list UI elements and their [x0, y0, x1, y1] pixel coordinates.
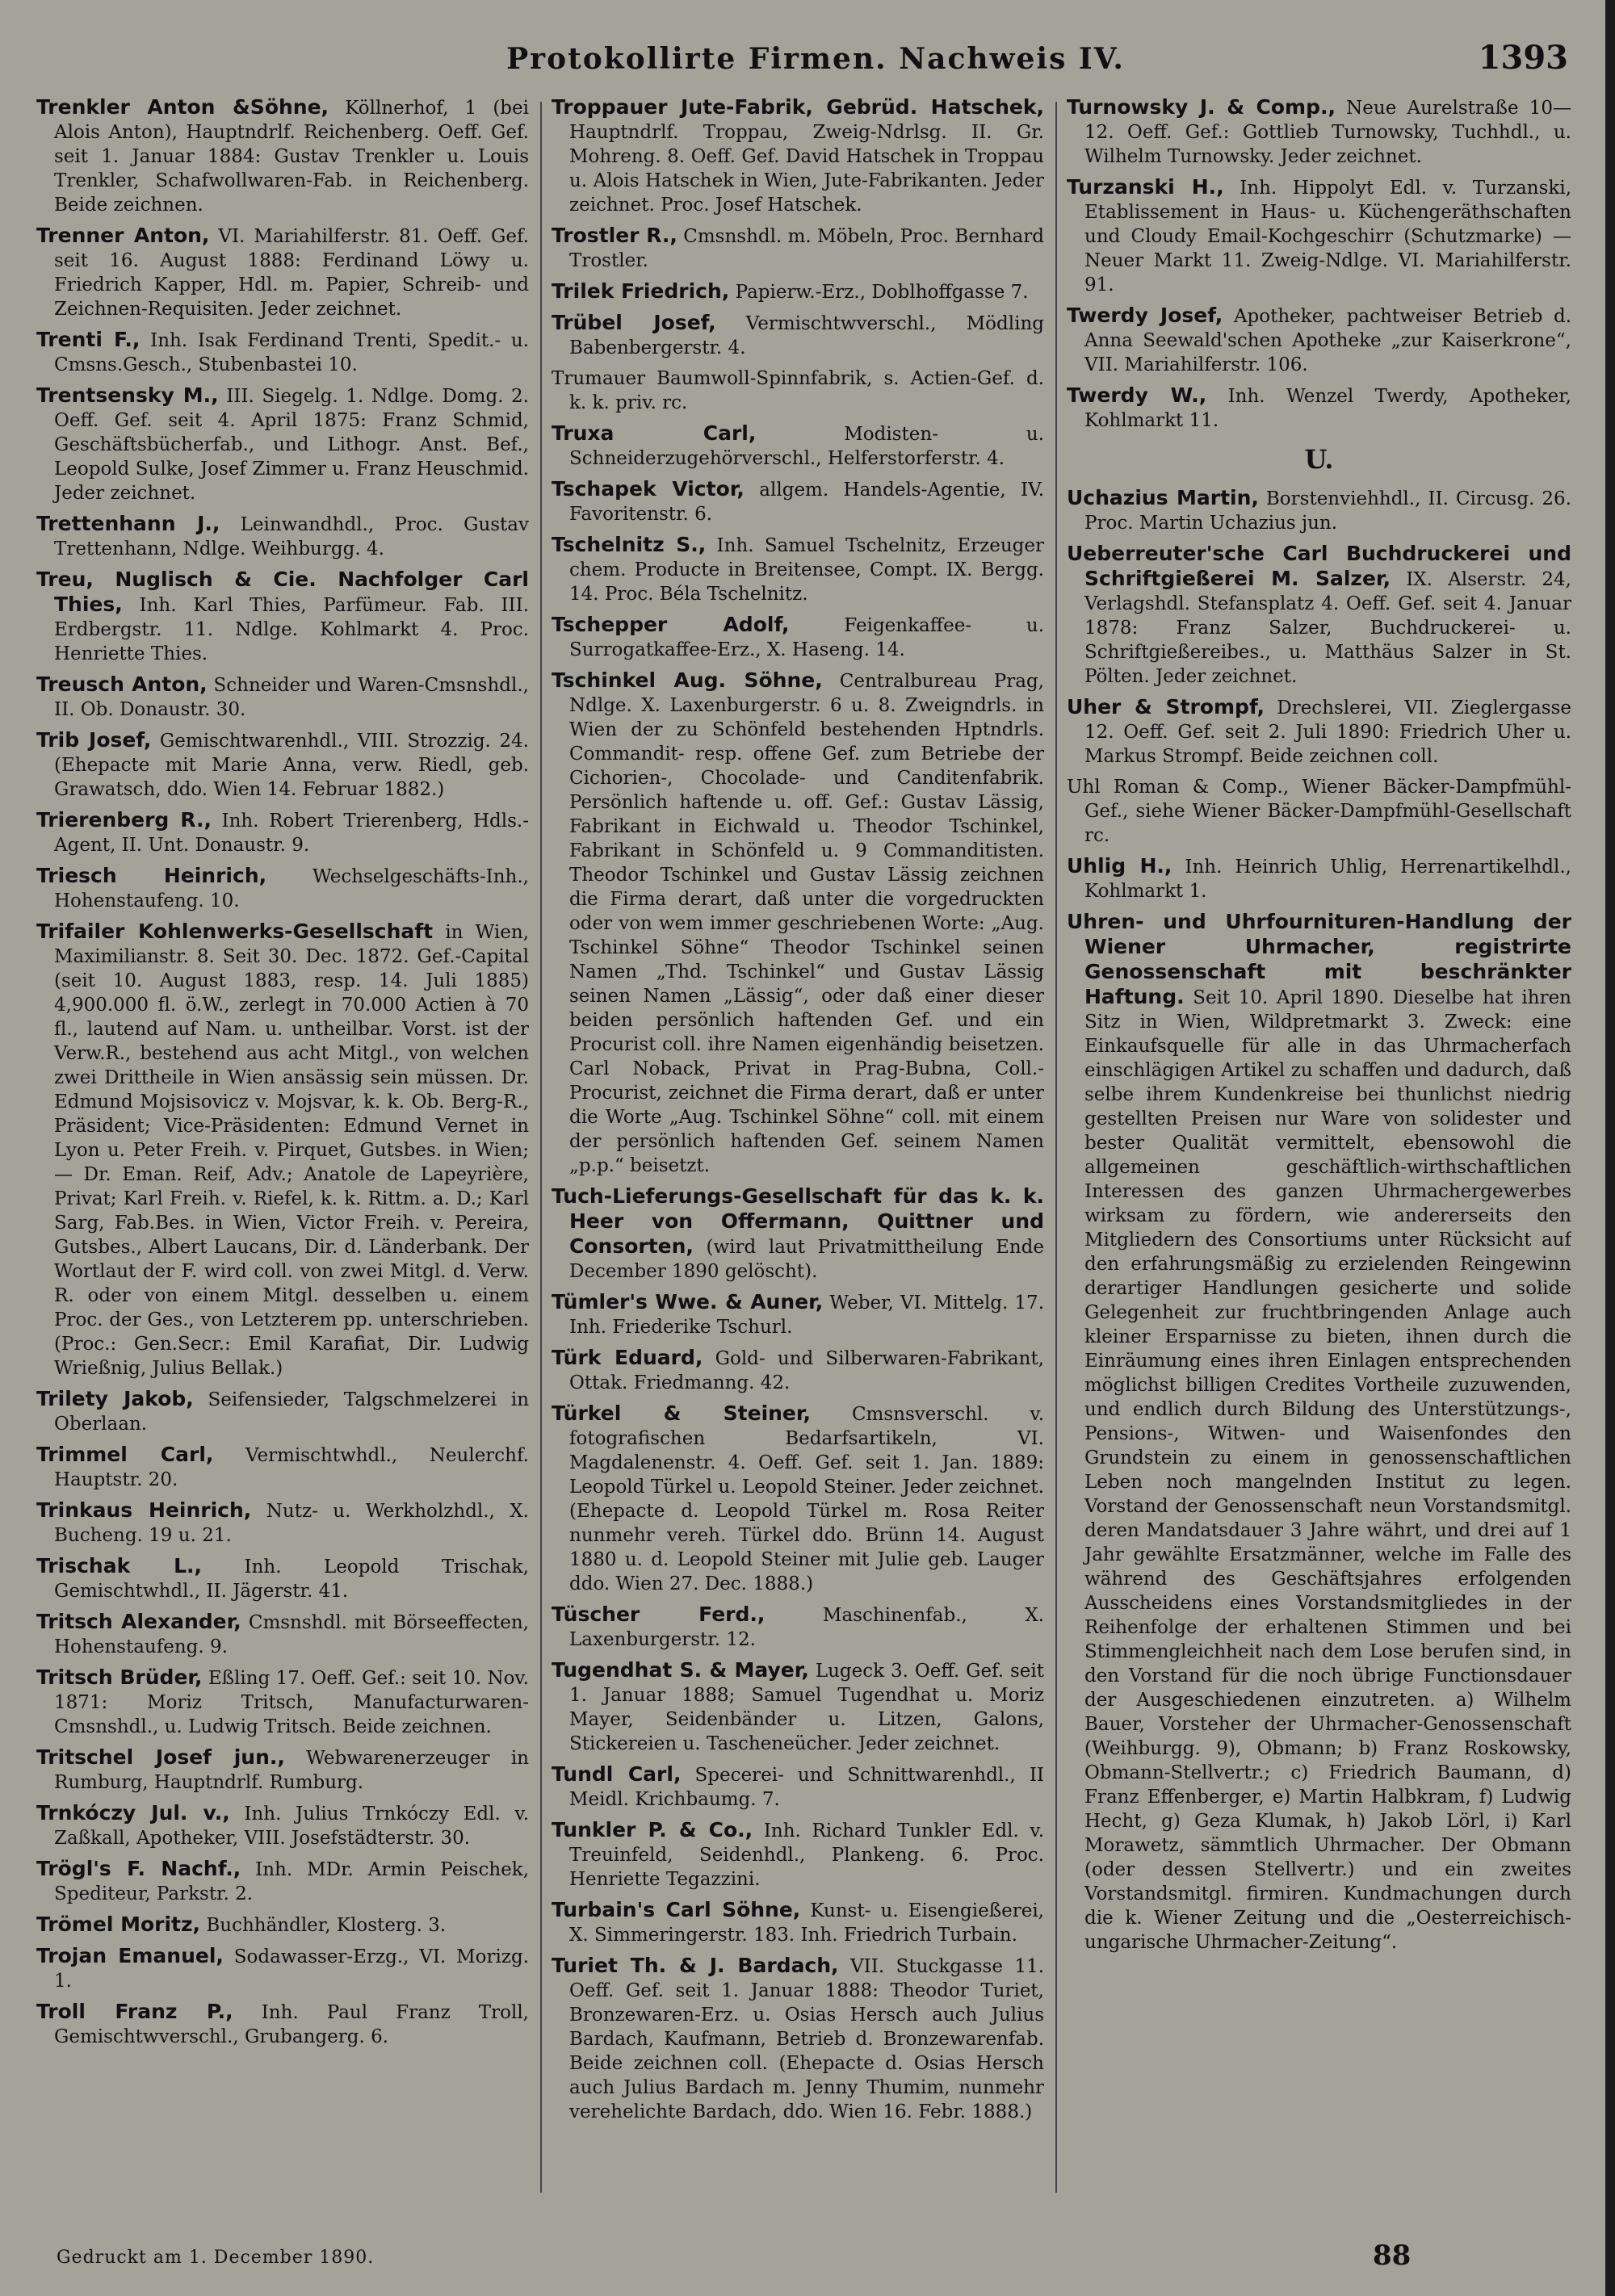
firm-entry — [36, 1944, 529, 1993]
firm-entry — [36, 808, 529, 857]
firm-name: Tunkler P. & Co., — [552, 1818, 753, 1841]
firm-details: Cmsnshdl. m. Möbeln, Proc. Bernhard Trostler. — [569, 226, 1044, 271]
firm-details: Inh. Leopold Trischak, Gemischtwhdl., II. Jägerstr. 41. — [54, 1557, 529, 1602]
firm-details: Centralbureau Prag, Ndlge. X. Laxenburgerstr. 6 u. 8. Zweigndrls. in Wien der zu Schönfeld bestehenden Hptndrls. Commandit- resp. offene Gef. zum Betriebe der Cichorien-, Chocolade- und Canditenfabrik. Persönlich haftende u. off. Gef.: Gustav Lässig, Fabrikant in Eichwald u. Theodor Tschinkel, Fabrikant in Schönfeld u. 9 Commanditisten. Theodor Tschinkel und Gustav Lässig zeichnen die Firma derart, daß unter die vorgedruckten oder von wem immer geschriebenen Worte: „Aug. Tschinkel Söhne“ Theodor Tschinkel seinen Namen „Thd. Tschinkel“ und Gustav Lässig seinen Namen „Lässig“, oder daß einer dieser beiden persönlich haftenden Gef. und ein Procurist coll. ihre Namen eigenhändig beisetzen. Carl Noback, Privat in Prag-Bubna, Coll.-Procurist, zeichnet die Firma derart, daß er unter die Worte „Aug. Tschinkel Söhne“ coll. mit einem der persönlich haftenden Gef. seinem Namen „p.p.“ beisetzt. — [569, 671, 1044, 1176]
firm-entry — [1067, 175, 1571, 297]
firm-entry — [36, 1665, 529, 1739]
firm-name: Trömel Moritz, — [36, 1913, 201, 1936]
firm-name: Triesch Heinrich, — [36, 864, 267, 887]
firm-entry — [1067, 304, 1571, 377]
firm-entry — [36, 383, 529, 505]
firm-details: Lugeck 3. Oeff. Gef. seit 1. Januar 1888; Samuel Tugendhat u. Moriz Mayer, Seidenbänder u. Litzen, Galons, Stickereien u. Tascheneücher. Jeder zeichnet. — [569, 1661, 1044, 1754]
firm-name: Turzanski H., — [1067, 175, 1224, 199]
firm-entry — [36, 1387, 529, 1436]
firm-name: Turnowsky J. & Comp., — [1067, 95, 1336, 119]
firm-name: Turiet Th. & J. Bardach, — [552, 1954, 839, 1977]
firm-entry — [36, 2000, 529, 2049]
firm-name: Trentsensky M., — [36, 383, 219, 407]
firm-details: VI. Mariahilferstr. 81. Oeff. Gef. seit 16. August 1888: Ferdinand Löwy u. Friedrich Kapper, Hdl. m. Papier, Schreib- und Zeichnen-Requisiten. Jeder zeichnet. — [54, 226, 529, 320]
firm-name: Trenner Anton, — [36, 224, 210, 247]
firm-entry — [1067, 383, 1571, 433]
firm-name: Tschapek Victor, — [552, 477, 745, 501]
firm-details: Maschinenfab., X. Laxenburgerstr. 12. — [569, 1605, 1044, 1650]
firm-details: Inh. Samuel Tschelnitz, Erzeuger chem. Producte in Breitensee, Compt. IX. Bergg. 14. Proc. Béla Tschelnitz. — [569, 535, 1044, 605]
firm-entry — [36, 512, 529, 561]
firm-name: Tümler's Wwe. & Auner, — [552, 1290, 824, 1313]
firm-name: Tuch-Lieferungs-Gesellschaft für das k. k. Heer von Offermann, Quittner und Consorten, — [552, 1184, 1044, 1258]
section-letter: U. — [1304, 444, 1334, 475]
firm-entry — [552, 1762, 1044, 1812]
firm-details: Inh. Paul Franz Troll, Gemischtwverschl., Grubangerg. 6. — [54, 2002, 529, 2047]
firm-name: Trostler R., — [552, 224, 677, 247]
column-rule — [1055, 102, 1057, 2193]
firm-details: Vermischtwhdl., Neulerchf. Hauptstr. 20. — [54, 1445, 529, 1490]
firm-name: Tundl Carl, — [552, 1762, 682, 1786]
firm-entry — [36, 1443, 529, 1492]
firm-details: Trumauer Baumwoll-Spinnfabrik, s. Actien-Gef. d. k. k. priv. rc. — [552, 368, 1044, 413]
page-header — [48, 24, 1583, 89]
firm-name: Tritsch Alexander, — [36, 1610, 241, 1633]
firm-entry — [552, 1818, 1044, 1892]
firm-details: Buchhändler, Klosterg. 3. — [206, 1915, 447, 1936]
firm-details: Borstenviehhdl., II. Circusg. 26. Proc. Martin Uchazius jun. — [1084, 488, 1571, 534]
firm-name: Tschepper Adolf, — [552, 613, 790, 636]
firm-entry — [1067, 910, 1571, 1955]
firm-entry — [552, 95, 1044, 217]
firm-details: Neue Aurelstraße 10—12. Oeff. Gef.: Gottlieb Turnowsky, Tuchhdl., u. Wilhelm Turnowsky. Jeder zeichnet. — [1084, 98, 1571, 167]
firm-details: Feigenkaffee- u. Surrogatkaffee-Erz., X. Haseng. 14. — [569, 615, 1044, 660]
firm-name: Tugendhat S. & Mayer, — [552, 1658, 809, 1682]
firm-details: Schneider und Waren-Cmsnshdl., II. Ob. Donaustr. 30. — [54, 675, 529, 720]
firm-entry — [552, 1401, 1044, 1596]
firm-name: Trierenberg R., — [36, 808, 212, 832]
firm-details: in Wien, Maximilianstr. 8. Seit 30. Dec. 1872. Gef.-Capital (seit 10. August 1883, resp. 14. Juli 1885) 4,900.000 fl. ö.W., zerlegt in 70.000 Actien à 70 fl., lautend auf Nam. u. untheilbar. Vorst. ist der Verw.R., bestehend aus acht Mitgl., von welchen zwei Drittheile in Wien ansässig sein müssen. Dr. Edmund Mojsisovicz v. Mojsvar, k. k. Ob. Berg-R., Präsident; Vice-Präsidenten: Edmund Vernet in Lyon u. Peter Freih. v. Pirquet, Gutsbes. in Wien; — Dr. Eman. Reif, Adv.; Anatole de Lapeyrière, Privat; Karl Freih. v. Riefel, k. k. Rittm. a. D.; Karl Sarg, Fab.Bes. in Wien, Victor Freih. v. Pereira, Gutsbes., Albert Laucans, Dir. d. Länderbank. Der Wortlaut der F. wird coll. von zwei Mitgl. d. Verw. R. oder von einem Mitgl. desselben u. einem Proc. der Ges., von Letzterem pp. unterschrieben. (Proc.: Gen.Secr.: Emil Karafiat, Dir. Ludwig Wrießnig, Julius Bellak.) — [54, 922, 529, 1379]
firm-name: Tritschel Josef jun., — [36, 1745, 285, 1769]
running-title: Protokollirte Firmen. Nachweis IV. — [506, 42, 1125, 76]
firm-entry — [552, 1184, 1044, 1284]
firm-details: Inh. Heinrich Uhlig, Herrenartikelhdl., Kohlmarkt 1. — [1084, 857, 1571, 902]
firm-entry — [552, 477, 1044, 526]
firm-name: Treusch Anton, — [36, 672, 208, 696]
firm-name: Trilety Jakob, — [36, 1387, 194, 1410]
firm-details: Wechselgeschäfts-Inh., Hohenstaufeng. 10. — [54, 866, 529, 911]
firm-details: Sodawasser-Erzg., VI. Morizg. 1. — [54, 1946, 529, 1992]
firm-name: Trögl's F. Nachf., — [36, 1857, 241, 1880]
firm-name: Twerdy W., — [1067, 383, 1207, 407]
firm-entry — [36, 328, 529, 377]
firm-details: Gemischtwarenhdl., VIII. Strozzig. 24. (Ehepacte mit Marie Anna, verw. Riedl, geb. Grawatsch, ddo. Wien 14. Februar 1882.) — [54, 731, 529, 800]
firm-name: Tschinkel Aug. Söhne, — [552, 668, 823, 692]
firm-entry — [36, 1913, 529, 1938]
firm-details: Inh. MDr. Armin Peischek, Spediteur, Parkstr. 2. — [54, 1859, 529, 1904]
firm-name: Truxa Carl, — [552, 421, 757, 445]
firm-details: Vermischtwverschl., Mödling Babenbergerstr. 4. — [569, 313, 1044, 358]
page-number: 1393 — [1478, 39, 1568, 77]
firm-entry — [36, 920, 529, 1381]
firm-entry — [36, 1610, 529, 1659]
firm-name: Ueberreuter'sche Carl Buchdruckerei und Schriftgießerei M. Salzer, — [1067, 542, 1571, 590]
firm-entry — [36, 1857, 529, 1906]
firm-name: Trifailer Kohlenwerks-Gesellschaft — [36, 920, 434, 943]
firm-name: Trenti F., — [36, 328, 141, 351]
firm-name: Trinkaus Heinrich, — [36, 1498, 252, 1522]
column-right — [1067, 95, 1571, 2202]
firm-details: Apotheker, pachtweiser Betrieb d. Anna Seewald'schen Apotheke „zur Kaiserkrone“, VII. Mariahilferstr. 106. — [1084, 306, 1571, 375]
firm-name: Türkel & Steiner, — [552, 1401, 812, 1425]
firm-details: Kunst- u. Eisengießerei, X. Simmeringerstr. 183. Inh. Friedrich Turbain. — [569, 1900, 1044, 1946]
firm-entry — [552, 1346, 1044, 1395]
firm-entry — [36, 1498, 529, 1548]
firm-name: Treu, Nuglisch & Cie. Nachfolger Carl Thies, — [36, 568, 529, 616]
firm-details: Cmsnshdl. mit Börseeffecten, Hohenstaufeng. 9. — [54, 1612, 529, 1657]
firm-entry — [36, 864, 529, 913]
firm-name: Trojan Emanuel, — [36, 1944, 224, 1967]
firm-details: IX. Alserstr. 24, Verlagshdl. Stefansplatz 4. Oeff. Gef. seit 4. Januar 1878: Franz Salzer, Buchdruckerei- u. Schriftgießereibes., u. Matthäus Salzer in St. Pölten. Jeder zeichnet. — [1084, 569, 1571, 687]
column-middle — [552, 95, 1044, 2202]
firm-name: Trimmel Carl, — [36, 1443, 214, 1466]
firm-details: allgem. Handels-Agentie, IV. Favoritenstr. 6. — [569, 480, 1044, 525]
firm-details: Papierw.-Erz., Doblhoffgasse 7. — [735, 282, 1029, 303]
firm-name: Trischak L., — [36, 1554, 202, 1577]
columns-area — [36, 95, 1575, 2202]
firm-name: Twerdy Josef, — [1067, 304, 1223, 327]
firm-entry — [552, 311, 1044, 360]
firm-entry — [1067, 95, 1571, 169]
firm-entry — [552, 1898, 1044, 1947]
firm-details: Inh. Robert Trierenberg, Hdls.-Agent, II. Unt. Donaustr. 9. — [54, 811, 529, 856]
firm-entry — [36, 568, 529, 666]
sheet-signature: 88 — [1373, 2239, 1412, 2272]
firm-name: Trilek Friedrich, — [552, 279, 730, 303]
firm-entry — [552, 1658, 1044, 1756]
firm-details: Nutz- u. Werkholzhdl., X. Bucheng. 19 u. 21. — [54, 1501, 529, 1546]
firm-entry — [552, 668, 1044, 1178]
firm-details: Webwarenerzeuger in Rumburg, Hauptndrlf. Rumburg. — [54, 1748, 529, 1793]
firm-entry — [1067, 695, 1571, 769]
firm-entry — [552, 533, 1044, 606]
firm-details: Drechslerei, VII. Zieglergasse 12. Oeff. Gef. seit 2. Juli 1890: Friedrich Uher u. Markus Strompf. Beide zeichnen coll. — [1084, 698, 1571, 767]
firm-name: Uher & Strompf, — [1067, 695, 1265, 719]
firm-name: Tschelnitz S., — [552, 533, 707, 556]
firm-name: Türk Eduard, — [552, 1346, 703, 1369]
firm-entry — [552, 613, 1044, 662]
firm-entry — [36, 728, 529, 802]
firm-name: Trib Josef, — [36, 728, 152, 752]
column-left — [36, 95, 529, 2202]
firm-entry — [36, 1554, 529, 1603]
firm-entry — [36, 672, 529, 722]
firm-name: Turbain's Carl Söhne, — [552, 1898, 801, 1921]
firm-entry — [36, 224, 529, 321]
firm-details: Seifensieder, Talgschmelzerei in Oberlaan. — [54, 1389, 529, 1435]
column-rule — [540, 102, 542, 2193]
firm-name: Troll Franz P., — [36, 2000, 233, 2023]
firm-details: Weber, VI. Mittelg. 17. Inh. Friederike Tschurl. — [569, 1293, 1044, 1338]
firm-entry — [1067, 775, 1571, 848]
firm-name: Tüscher Ferd., — [552, 1603, 766, 1626]
firm-entry — [36, 95, 529, 217]
firm-details: Inh. Julius Trnkóczy Edl. v. Zaßkall, Apotheker, VIII. Josefstädterstr. 30. — [54, 1804, 529, 1849]
firm-entry — [552, 1954, 1044, 2124]
firm-details: Hauptndrlf. Troppau, Zweig-Ndrlsg. II. Gr. Mohreng. 8. Oeff. Gef. David Hatschek in Troppau u. Alois Hatschek in Wien, Jute-Fabrikanten. Jeder zeichnet. Proc. Josef Hatschek. — [569, 122, 1044, 216]
firm-entry — [552, 367, 1044, 415]
firm-entry — [552, 279, 1044, 304]
firm-details: Specerei- und Schnittwarenhdl., II Meidl. Krichbaumg. 7. — [569, 1765, 1044, 1810]
firm-name: Tritsch Brüder, — [36, 1665, 203, 1689]
firm-entry — [1067, 486, 1571, 535]
firm-details: III. Siegelg. 1. Ndlge. Domg. 2. Oeff. Gef. seit 4. April 1875: Franz Schmid, Geschäftsbücherfab., und Lithogr. Anst. Bef., Leopold Sulke, Josef Zimmer u. Franz Heuschmid. Jeder zeichnet. — [54, 386, 529, 504]
firm-details: Inh. Hippolyt Edl. v. Turzanski, Etablissement in Haus- u. Küchengeräthschaften und Cloudy Email-Kochgeschirr (Schutzmarke) — Neuer Markt 11. Zweig-Ndlge. VI. Mariahilferstr. 91. — [1084, 178, 1571, 295]
firm-name: Trübel Josef, — [552, 311, 716, 334]
firm-entry — [552, 421, 1044, 471]
firm-details: VII. Stuckgasse 11. Oeff. Gef. seit 1. Januar 1888: Theodor Turiet, Bronzewaren-Erz. u. Osias Hersch auch Julius Bardach, Kaufmann, Betrieb d. Bronzewarenfab. Beide zeichnen coll. (Ehepacte d. Osias Hersch auch Julius Bardach m. Jenny Thumim, nunmehr verehelichte Bardach, ddo. Wien 16. Febr. 1888.) — [569, 1956, 1044, 2122]
print-date: Gedruckt am 1. December 1890. — [57, 2248, 375, 2268]
firm-entry — [552, 1603, 1044, 1652]
firm-name: Uhlig H., — [1067, 854, 1172, 878]
firm-entry — [552, 1290, 1044, 1339]
firm-details: (wird laut Privatmittheilung Ende December 1890 gelöscht). — [569, 1237, 1044, 1282]
firm-details: Seit 10. April 1890. Dieselbe hat ihren Sitz in Wien, Wildpretmarkt 3. Zweck: eine Einkaufsquelle für alle in das Uhrmacherfach einschlägigen Artikel zu schaffen und dadurch, daß selbe ihrem Kundenkreise bei thunlichst niedrig gestellten Preisen nur Ware von solidester und bester Qualität vermittelt, ebensowohl die allgemeinen geschäftlich-wirthschaftlichen Interessen des ganzen Uhrmachergewerbes wirksam zu fördern, wie andererseits den Mitgliedern des Consortiums unter Rücksicht auf den erfahrungsmäßig zu erzielenden Reingewinn derartiger Handlungen gesicherte und solide Gelegenheit zur fruchtbringenden Anlage auch kleiner Ersparnisse zu bieten, ihnen durch die Einräumung eines ihren Einlagen entsprechenden möglichst billigen Credites Vortheile zuzuwenden, und endlich durch Bildung des Unterstützungs-, Pensions-, Witwen- und Waisenfondes den Grundstein zu einem in genossenschaftlichen Leben noch mangelnden Institut zu legen. Vorstand der Genossenschaft neun Vorstandsmitgl. deren Mandatsdauer 3 Jahre währt, und drei auf 1 Jahr gewählte Ersatzmänner, welche im Falle des während des Geschäftsjahres erfolgenden Ausscheidens eines Vorstandsmitgliedes in der Reihenfolge der erhaltenen Stimmen und bei Stimmengleichheit nach dem Lose berufen sind, in den Vorstand für die noch übrige Functionsdauer der Ausgeschiedenen einzutreten. a) Wilhelm Bauer, Vorsteher der Uhrmacher-Genossenschaft (Weihburgg. 9), Obmann; b) Franz Roskowsky, Obmann-Stellvertr.; c) Friedrich Baumann, d) Franz Effenberger, e) Martin Halbkram, f) Ludwig Hecht, g) Geza Klumak, h) Jakob Lörl, i) Karl Morawetz, sämmtlich Uhrmacher. Der Obmann (oder dessen Stellvertr.) und ein zweites Vorstandsmitgl. firmiren. Kundmachungen durch die k. Wiener Zeitung und die „Oesterreichisch-ungarische Uhrmacher-Zeitung“. — [1084, 987, 1571, 1953]
firm-details: Cmsnsverschl. v. fotografischen Bedarfsartikeln, VI. Magdalenenstr. 4. Oeff. Gef. seit 1. Jan. 1889: Leopold Türkel u. Leopold Steiner. Jeder zeichnet. (Ehepacte d. Leopold Türkel m. Rosa Reiter nunmehr vereh. Türkel ddo. Brünn 14. August 1880 u. d. Leopold Steiner mit Julie geb. Lauger ddo. Wien 27. Dec. 1888.) — [569, 1404, 1044, 1594]
firm-details: Leinwandhdl., Proc. Gustav Trettenhann, Ndlge. Weihburgg. 4. — [54, 514, 529, 559]
firm-name: Uchazius Martin, — [1067, 486, 1259, 509]
firm-name: Trenkler Anton &Söhne, — [36, 95, 329, 119]
firm-entry — [36, 1801, 529, 1850]
firm-details: Eßling 17. Oeff. Gef.: seit 10. Nov. 1871: Moriz Tritsch, Manufacturwaren-Cmsnshdl., u. Ludwig Tritsch. Beide zeichnen. — [54, 1668, 529, 1737]
firm-details: Inh. Isak Ferdinand Trenti, Spedit.- u. Cmsns.Gesch., Stubenbastei 10. — [54, 330, 529, 375]
firm-details: Inh. Wenzel Twerdy, Apotheker, Kohlmarkt 11. — [1084, 386, 1571, 431]
firm-details: Inh. Karl Thies, Parfümeur. Fab. III. Erdbergstr. 11. Ndlge. Kohlmarkt 4. Proc. Henriette Thies. — [54, 595, 529, 664]
firm-entry — [36, 1745, 529, 1795]
firm-details: Gold- und Silberwaren-Fabrikant, Ottak. Friedmanng. 42. — [569, 1348, 1044, 1393]
firm-details: Uhl Roman & Comp., Wiener Bäcker-Dampfmühl-Gef., siehe Wiener Bäcker-Dampfmühl-Gesellschaft rc. — [1067, 777, 1571, 846]
firm-name: Troppauer Jute-Fabrik, Gebrüd. Hatschek, — [552, 95, 1044, 119]
firm-name: Trettenhann J., — [36, 512, 220, 535]
firm-details: Inh. Richard Tunkler Edl. v. Treuinfeld, Seidenhdl., Plankeng. 6. Proc. Henriette Tegazzini. — [569, 1820, 1044, 1890]
firm-entry — [1067, 854, 1571, 903]
firm-entry — [552, 224, 1044, 273]
firm-name: Trnkóczy Jul. v., — [36, 1801, 230, 1825]
firm-details: Modisten- u. Schneiderzugehörverschl., Helferstorferstr. 4. — [569, 424, 1044, 469]
firm-name: Uhren- und Uhrfournituren-Handlung der Wiener Uhrmacher, registrirte Genossenschaft mit beschränkter Haftung. — [1067, 910, 1571, 1008]
firm-details: Köllnerhof, 1 (bei Alois Anton), Hauptndrlf. Reichenberg. Oeff. Gef. seit 1. Januar 1884: Gustav Trenkler u. Louis Trenkler, Schafwollwaren-Fab. in Reichenberg. Beide zeichnen. — [54, 98, 529, 216]
firm-entry — [1067, 542, 1571, 689]
